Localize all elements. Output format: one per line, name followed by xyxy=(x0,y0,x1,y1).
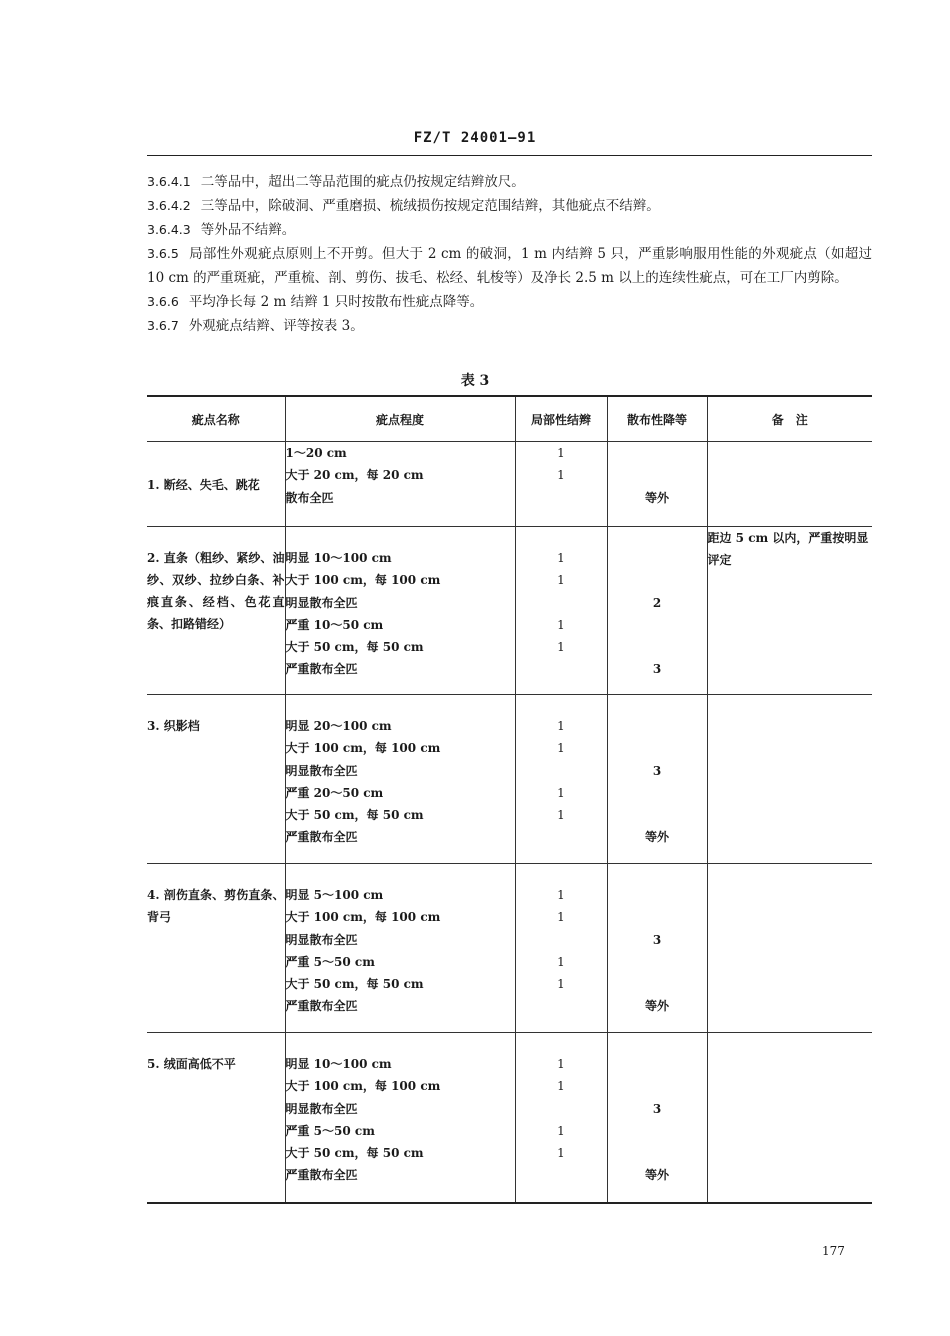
scatter-downgrade-value xyxy=(608,782,707,804)
paragraph xyxy=(147,218,872,242)
local-knot-value: 1 xyxy=(557,954,565,969)
note-cell xyxy=(707,442,872,527)
local-knot-value: 1 xyxy=(557,468,565,483)
degree-line: 大于 50 cm，每 50 cm xyxy=(285,977,424,992)
degree-cell xyxy=(285,1033,515,1203)
scatter-downgrade-value xyxy=(608,715,707,737)
scatter-downgrade-value: 等外 xyxy=(644,1168,669,1183)
degree-line: 大于 100 cm，每 100 cm xyxy=(285,910,441,925)
column-header-note: 备 注 xyxy=(707,396,872,442)
local-knot-value: 1 xyxy=(557,719,565,733)
scatter-downgrade-cell xyxy=(607,527,707,695)
degree-line: 1～20 cm xyxy=(285,446,347,460)
defect-name-cell: 3. 织影档 xyxy=(147,695,285,864)
degree-line: 明显 10～100 cm xyxy=(285,551,392,565)
table-row xyxy=(147,695,872,864)
local-knot-cell xyxy=(515,1033,607,1203)
local-knot-value: 1 xyxy=(557,573,565,588)
scatter-downgrade-cell xyxy=(607,442,707,527)
scatter-downgrade-value xyxy=(608,614,707,636)
degree-line: 严重散布全匹 xyxy=(285,662,358,677)
clause-text: 等外品不结辫。 xyxy=(200,222,296,238)
scatter-downgrade-value: 3 xyxy=(652,763,662,778)
note-cell xyxy=(707,695,872,864)
scatter-downgrade-value xyxy=(608,973,707,995)
clause-text: 局部性外观疵点原则上不开剪。但大于 2 cm 的破洞，1 m 内结辫 5 只，严重影响服用性能的外观疵点（如超过 10 cm 的严重斑疵，严重梳、剖、剪伤、拔毛、松经、轧梭等）及净长 2.5 m 以上的连续性疵点，可在工厂内剪除。 xyxy=(147,246,872,286)
local-knot-value: 1 xyxy=(557,551,565,565)
clause-text: 二等品中，超出二等品范围的疵点仍按规定结辫放尺。 xyxy=(200,174,525,190)
local-knot-value: 1 xyxy=(557,741,565,756)
scatter-downgrade-value: 2 xyxy=(652,595,662,610)
local-knot-value: 1 xyxy=(557,446,565,460)
local-knot-value xyxy=(516,658,607,680)
degree-line: 大于 100 cm，每 100 cm xyxy=(285,1079,441,1094)
local-knot-cell xyxy=(515,527,607,695)
local-knot-value: 1 xyxy=(557,1079,565,1094)
degree-line: 明显散布全匹 xyxy=(285,1101,358,1116)
note-cell xyxy=(707,864,872,1033)
scatter-downgrade-value xyxy=(608,464,707,486)
local-knot-value xyxy=(516,1164,607,1186)
local-knot-value xyxy=(516,592,607,614)
defect-name-cell: 4. 剖伤直条、剪伤直条、背弓 xyxy=(147,864,285,1033)
clause-number: 3.6.4.2 xyxy=(147,198,191,213)
degree-line: 明显 20～100 cm xyxy=(285,719,392,733)
scatter-downgrade-value: 等外 xyxy=(644,830,669,845)
clause-number: 3.6.4.3 xyxy=(147,222,191,237)
local-knot-value: 1 xyxy=(557,617,565,632)
local-knot-value: 1 xyxy=(557,1123,565,1138)
degree-line: 明显 5～100 cm xyxy=(285,888,384,902)
note-cell: 距边 5 cm 以内，严重按明显评定 xyxy=(707,527,872,695)
degree-line: 大于 100 cm，每 100 cm xyxy=(285,741,441,756)
header-rule xyxy=(147,155,872,156)
local-knot-value: 1 xyxy=(557,640,565,655)
defect-table xyxy=(147,395,872,1204)
degree-line: 严重 20～50 cm xyxy=(285,785,384,800)
paragraphs xyxy=(147,170,872,338)
scatter-downgrade-value xyxy=(608,1142,707,1164)
clause-text: 平均净长每 2 m 结辫 1 只时按散布性疵点降等。 xyxy=(188,294,484,310)
degree-line: 严重 10～50 cm xyxy=(285,617,384,632)
local-knot-value xyxy=(516,929,607,951)
scatter-downgrade-value xyxy=(608,1120,707,1142)
scatter-downgrade-value xyxy=(608,1053,707,1075)
scatter-downgrade-value xyxy=(608,636,707,658)
scatter-downgrade-value xyxy=(608,804,707,826)
local-knot-value xyxy=(516,826,607,848)
local-knot-value xyxy=(516,487,607,509)
paragraph xyxy=(147,170,872,194)
local-knot-value: 1 xyxy=(557,785,565,800)
clause-number: 3.6.5 xyxy=(147,246,179,261)
table-title: 表 3 xyxy=(460,373,490,389)
degree-line: 明显散布全匹 xyxy=(285,595,358,610)
scatter-downgrade-cell xyxy=(607,1033,707,1203)
local-knot-cell xyxy=(515,864,607,1033)
note-cell xyxy=(707,1033,872,1203)
table-row xyxy=(147,864,872,1033)
scatter-downgrade-value: 等外 xyxy=(644,490,669,505)
scatter-downgrade-value xyxy=(608,1075,707,1097)
local-knot-value: 1 xyxy=(557,977,565,992)
scatter-downgrade-value xyxy=(608,737,707,759)
degree-line: 严重 5～50 cm xyxy=(285,1123,375,1138)
degree-line: 严重散布全匹 xyxy=(285,999,358,1014)
local-knot-value: 1 xyxy=(557,1057,565,1071)
degree-cell xyxy=(285,442,515,527)
column-header-defect-degree: 疵点程度 xyxy=(285,396,515,442)
degree-line: 大于 20 cm，每 20 cm xyxy=(285,468,424,483)
degree-line: 严重 5～50 cm xyxy=(285,954,375,969)
scatter-downgrade-value xyxy=(608,569,707,591)
degree-line: 大于 50 cm，每 50 cm xyxy=(285,1146,424,1161)
degree-line: 大于 50 cm，每 50 cm xyxy=(285,808,424,823)
degree-line: 明显 10～100 cm xyxy=(285,1057,392,1071)
paragraph xyxy=(147,290,872,314)
scatter-downgrade-value: 3 xyxy=(652,662,662,677)
local-knot-value: 1 xyxy=(557,808,565,823)
degree-line: 严重散布全匹 xyxy=(285,1168,358,1183)
defect-name-cell: 2. 直条（粗纱、紧纱、油纱、双纱、拉纱白条、补痕直条、经档、色花直条、扣路错经） xyxy=(147,527,285,695)
local-knot-value xyxy=(516,760,607,782)
degree-line: 散布全匹 xyxy=(285,490,334,505)
table-row xyxy=(147,527,872,695)
table-row xyxy=(147,442,872,527)
local-knot-cell xyxy=(515,442,607,527)
table-header-row xyxy=(147,396,872,442)
paragraph xyxy=(147,242,872,290)
clause-text: 外观疵点结辫、评等按表 3。 xyxy=(188,318,364,334)
scatter-downgrade-value: 等外 xyxy=(644,999,669,1014)
degree-line: 严重散布全匹 xyxy=(285,830,358,845)
local-knot-value xyxy=(516,1098,607,1120)
scatter-downgrade-cell xyxy=(607,864,707,1033)
degree-line: 明显散布全匹 xyxy=(285,763,358,778)
column-header-local-knot: 局部性结辫 xyxy=(515,396,607,442)
paragraph xyxy=(147,314,872,338)
scatter-downgrade-value xyxy=(608,951,707,973)
table-row xyxy=(147,1033,872,1203)
clause-text: 三等品中，除破洞、严重磨损、梳绒损伤按规定范围结辫，其他疵点不结辫。 xyxy=(200,198,660,214)
scatter-downgrade-cell xyxy=(607,695,707,864)
clause-number: 3.6.4.1 xyxy=(147,174,191,189)
degree-line: 明显散布全匹 xyxy=(285,932,358,947)
scatter-downgrade-value: 3 xyxy=(652,932,662,947)
local-knot-value: 1 xyxy=(557,1146,565,1161)
scatter-downgrade-value: 3 xyxy=(652,1101,662,1116)
defect-name-cell: 1. 断经、失毛、跳花 xyxy=(147,442,285,527)
scatter-downgrade-value xyxy=(608,547,707,569)
defect-name-cell: 5. 绒面高低不平 xyxy=(147,1033,285,1203)
scatter-downgrade-value xyxy=(608,884,707,906)
clause-number: 3.6.7 xyxy=(147,318,179,333)
scatter-downgrade-value xyxy=(608,442,707,464)
local-knot-value: 1 xyxy=(557,910,565,925)
document-header: FZ/T 24001—91 xyxy=(413,130,537,146)
local-knot-value: 1 xyxy=(557,888,565,902)
local-knot-value xyxy=(516,995,607,1017)
clause-number: 3.6.6 xyxy=(147,294,179,309)
degree-cell xyxy=(285,527,515,695)
degree-cell xyxy=(285,864,515,1033)
degree-cell xyxy=(285,695,515,864)
degree-line: 大于 50 cm，每 50 cm xyxy=(285,640,424,655)
local-knot-cell xyxy=(515,695,607,864)
column-header-defect-name: 疵点名称 xyxy=(147,396,285,442)
column-header-scatter-downgrade: 散布性降等 xyxy=(607,396,707,442)
scatter-downgrade-value xyxy=(608,906,707,928)
paragraph xyxy=(147,194,872,218)
page-number: 177 xyxy=(822,1244,845,1258)
degree-line: 大于 100 cm，每 100 cm xyxy=(285,573,441,588)
